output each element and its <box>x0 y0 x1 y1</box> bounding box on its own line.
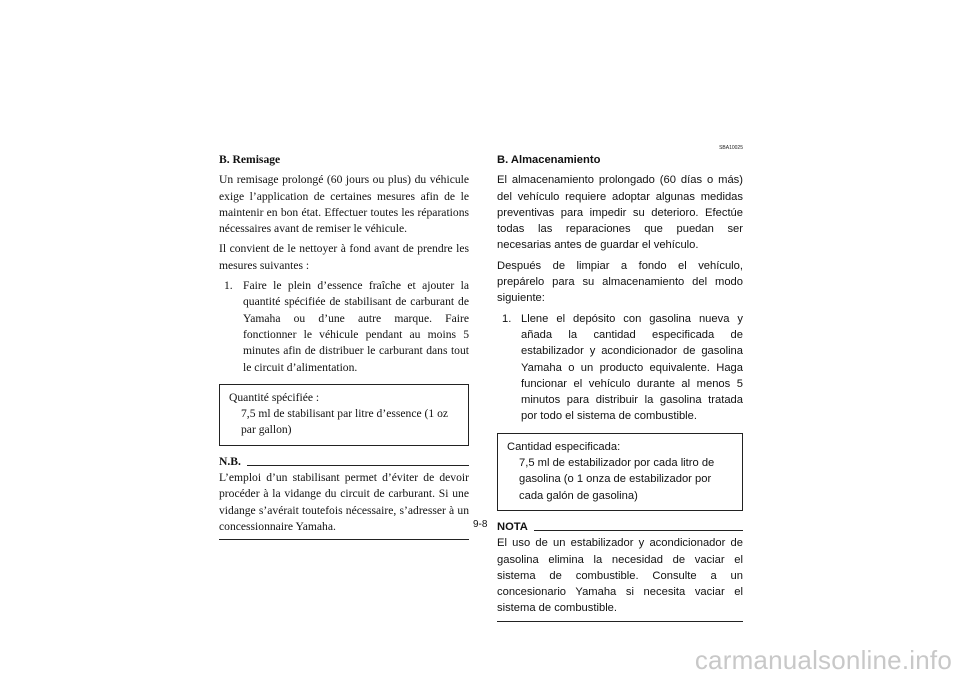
specification-box <box>497 433 743 511</box>
step-text: Faire le plein d’essence fraîche et ajouter la quantité spécifiée de stabilisant de carburant de Yamaha ou d’une autre marque. Faire fonctionner le véhicule pendant au moins 5 minutes afin de distribuer le carburant dans tout le circuit d’alimentation. <box>243 279 469 374</box>
watermark: carmanualsonline.info <box>694 645 952 675</box>
note-end-rule <box>497 621 743 622</box>
step-item <box>219 278 469 376</box>
step-number: 1. <box>502 312 512 325</box>
steps-intro-paragraph: Después de limpiar a fondo el vehículo, prepárelo para su almacenamiento del modo siguiente: <box>497 259 743 305</box>
note-header <box>497 519 743 535</box>
note-text: El uso de un estabilizador y acondicionador de gasolina elimina la necesidad de vaciar el sistema de combustible. Consulte a un concesionario Yamaha si necesita vaciar el sistema de combustible. <box>497 537 743 615</box>
spec-value: 7,5 ml de estabilizador por cada litro de gasolina (o 1 onza de estabilizador por cada galón de gasolina) <box>519 457 715 502</box>
step-item <box>497 311 743 425</box>
note-rule <box>534 530 743 531</box>
spanish-column <box>497 145 743 622</box>
intro-paragraph: El almacenamiento prolongado (60 días o más) del vehículo requiere adoptar algunas medidas preventivas para impedir su deterioro. Efectúe todas las reparaciones que puedan ser necesarias antes de guardar el vehículo. <box>497 174 743 252</box>
french-column <box>219 152 469 540</box>
spec-title: Cantidad especificada: <box>507 440 621 453</box>
note-text: L’emploi d’un stabilisant permet d’éviter de devoir procéder à la vidange du circuit de carburant. Si une vidange s’avérait toutefois nécessaire, s’adresser à un concessionnaire Yamaha. <box>219 471 469 533</box>
steps-intro-paragraph: Il convient de le nettoyer à fond avant de prendre les mesures suivantes : <box>219 242 469 272</box>
note-header <box>219 454 469 470</box>
note-label: NOTA <box>497 520 528 533</box>
section-heading: B. Remisage <box>219 153 281 166</box>
note-end-rule <box>219 539 469 540</box>
note-rule <box>247 465 469 466</box>
note-label: N.B. <box>219 454 241 468</box>
spec-title: Quantité spécifiée : <box>229 390 320 404</box>
intro-paragraph: Un remisage prolongé (60 jours ou plus) du véhicule exige l’application de certaines mesures afin de le maintenir en bon état. Effectuer toutes les réparations nécessaires avant de remiser le véhicule. <box>219 173 469 236</box>
section-code: SBA10025 <box>719 145 743 151</box>
page-number: 9-8 <box>473 519 488 530</box>
specification-box <box>219 384 469 446</box>
step-text: Llene el depósito con gasolina nueva y añada la cantidad especificada de estabilizador y acondicionador de gasolina Yamaha o un producto equivalente. Haga funcionar el vehículo durante al menos 5 minutos para distribuir la gasolina tratada por todo el sistema de combustible. <box>521 312 743 423</box>
spec-value: 7,5 ml de stabilisant par litre d’essence (1 oz par gallon) <box>241 407 449 437</box>
step-number: 1. <box>224 279 233 293</box>
section-heading: B. Almacenamiento <box>497 154 601 166</box>
